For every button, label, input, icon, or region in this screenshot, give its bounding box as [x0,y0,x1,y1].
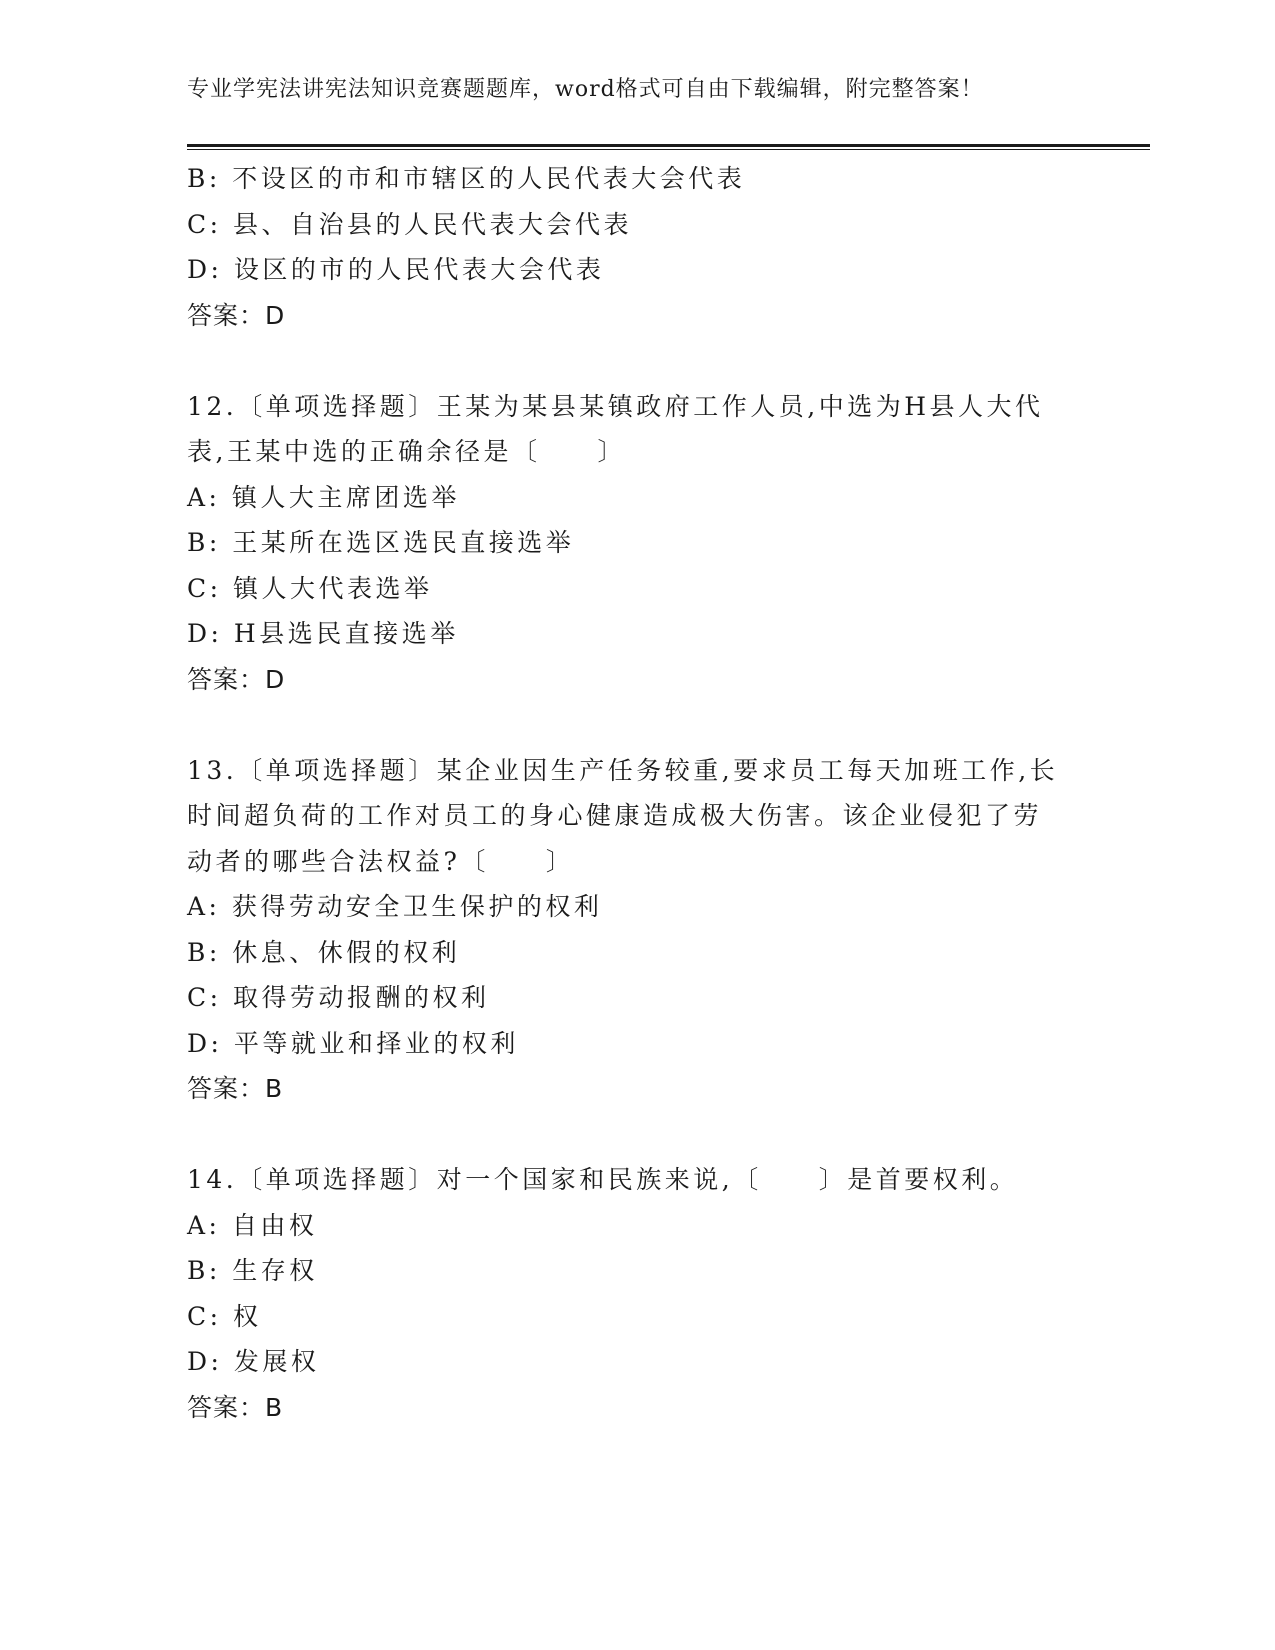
option-c: C: 镇人大代表选举 [187,573,433,603]
question-stem: 12.〔单项选择题〕王某为某县某镇政府工作人员,中选为H县人大代 [187,391,1044,421]
option-a: A: 自由权 [187,1210,318,1240]
option-d: D: 发展权 [187,1347,320,1376]
question-stem: 13.〔单项选择题〕某企业因生产任务较重,要求员工每天加班工作,长 [187,755,1059,785]
question-spacer [187,338,1067,384]
question-12 [187,384,1067,703]
option-d: D: 设区的市的人民代表大会代表 [187,255,605,284]
option-a: A: 镇人大主席团选举 [187,482,460,512]
option-a: A: 获得劳动安全卫生保护的权利 [187,892,603,921]
option-c: C: 县、自治县的人民代表大会代表 [187,209,632,239]
question-spacer [187,1112,1067,1158]
question-list [187,156,1067,1430]
page-header: 专业学宪法讲宪法知识竞赛题题库，word格式可自由下载编辑，附完整答案！ [187,77,984,102]
question-13 [187,748,1067,1112]
question-14 [187,1157,1067,1430]
option-b: B: 王某所在选区选民直接选举 [187,528,575,557]
question-stem: 14.〔单项选择题〕对一个国家和民族来说,〔 〕是首要权利。 [187,1165,1019,1194]
header-divider [187,144,1150,150]
option-b: B: 不设区的市和市辖区的人民代表大会代表 [187,164,746,193]
option-b: B: 休息、休假的权利 [187,937,461,967]
option-c: C: 权 [187,1301,262,1331]
option-c: C: 取得劳动报酬的权利 [187,983,490,1012]
question-stem: 时间超负荷的工作对员工的身心健康造成极大伤害。该企业侵犯了劳 [187,801,1043,830]
option-d: D: H县选民直接选举 [187,619,459,648]
answer-line: 答案：D [187,300,286,330]
question-stem: 动者的哪些合法权益?〔 〕 [187,846,575,876]
answer-line: 答案：B [187,1392,284,1422]
option-d: D: 平等就业和择业的权利 [187,1028,519,1058]
question-stem: 表,王某中选的正确余径是〔 〕 [187,437,626,466]
question-spacer [187,702,1067,748]
answer-line: 答案：B [187,1074,284,1103]
answer-line: 答案：D [187,664,286,694]
option-b: B: 生存权 [187,1256,318,1285]
question-11-fragment [187,156,1067,338]
